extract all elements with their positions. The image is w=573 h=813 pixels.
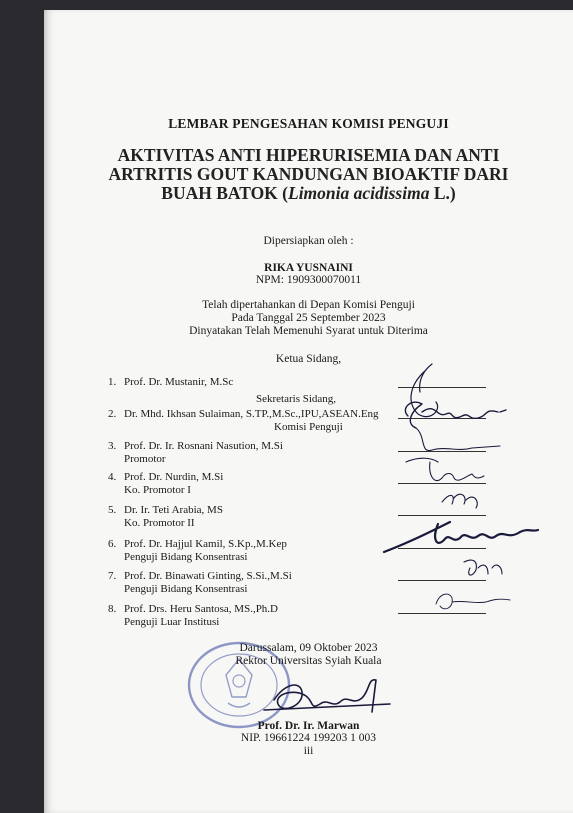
member-role: Penguji Bidang Konsentrasi: [124, 582, 248, 595]
member-number: 7.: [108, 570, 117, 582]
member-role: Penguji Bidang Konsentrasi: [124, 550, 248, 563]
member-role: Ko. Promotor II: [124, 516, 195, 529]
member-role: Promotor: [124, 452, 166, 465]
member-name: Prof. Dr. Mustanir, M.Sc: [124, 376, 234, 388]
title-line-1: AKTIVITAS ANTI HIPERURISEMIA DAN ANTI: [117, 145, 500, 165]
title-line-3-suffix: L.): [429, 183, 456, 203]
defense-line-1: Telah dipertahankan di Depan Komisi Penguji: [202, 299, 415, 311]
signature-5: [442, 494, 477, 508]
member-number: 3.: [108, 440, 117, 452]
member-name: Prof. Drs. Heru Santosa, MS.,Ph.D: [124, 603, 278, 615]
page-heading: LEMBAR PENGESAHAN KOMISI PENGUJI: [168, 116, 449, 131]
committee-member-8: [108, 603, 278, 628]
signature-7: [464, 560, 502, 575]
member-number: 5.: [108, 504, 117, 516]
member-name: Prof. Dr. Ir. Rosnani Nasution, M.Si: [124, 440, 283, 452]
committee-member-4: [108, 471, 223, 496]
secretary-label: Sekretaris Sidang,: [256, 393, 337, 405]
member-2-role: Komisi Penguji: [274, 421, 343, 433]
committee-member-6: [108, 538, 287, 563]
committee-member-2: [108, 408, 379, 421]
committee-member-1: [108, 376, 233, 389]
title-line-2: ARTRITIS GOUT KANDUNGAN BIOAKTIF DARI: [108, 164, 509, 184]
member-number: 4.: [108, 471, 117, 483]
chair-label: Ketua Sidang,: [275, 353, 342, 365]
title-line-3: [44, 184, 573, 203]
member-name: Dr. Mhd. Ikhsan Sulaiman, S.TP.,M.Sc.,IPU,ASEAN.Eng: [124, 408, 379, 420]
signature-3: [416, 428, 500, 451]
member-role: Penguji Luar Institusi: [124, 615, 220, 628]
rector-label: Rektor Universitas Syiah Kuala: [235, 655, 382, 667]
defense-statement: [44, 299, 573, 338]
thesis-title: [44, 146, 573, 203]
signature-6: [384, 522, 538, 552]
author-npm: NPM: 1909300070011: [255, 274, 362, 286]
member-name: Dr. Ir. Teti Arabia, MS: [124, 504, 223, 516]
member-name: Prof. Dr. Hajjul Kamil, S.Kp.,M.Kep: [124, 538, 287, 550]
member-name: Prof. Dr. Nurdin, M.Si: [124, 471, 224, 483]
committee-member-3: [108, 440, 283, 465]
committee-signatures: [380, 362, 570, 622]
member-number: 8.: [108, 603, 117, 615]
author-name: RIKA YUSNAINI: [264, 262, 353, 274]
title-species-name: Limonia acidissima: [288, 183, 430, 203]
signature-8: [436, 594, 510, 609]
member-number: 6.: [108, 538, 117, 550]
member-number: 1.: [108, 376, 117, 388]
defense-line-3: Dinyatakan Telah Memenuhi Syarat untuk Diterima: [189, 325, 428, 337]
document-page: [44, 10, 573, 813]
member-role: Ko. Promotor I: [124, 483, 191, 496]
prepared-by-label: Dipersiapkan oleh :: [263, 235, 354, 247]
rector-name: Prof. Dr. Ir. Marwan: [257, 720, 360, 732]
page-number: iii: [303, 745, 314, 757]
rector-nip: NIP. 19661224 199203 1 003: [240, 732, 377, 744]
signature-1: [411, 364, 438, 417]
signature-4: [406, 458, 484, 480]
member-name: Prof. Dr. Binawati Ginting, S.Si.,M.Si: [124, 570, 292, 582]
place-date: Darussalam, 09 Oktober 2023: [239, 642, 378, 654]
defense-line-2: Pada Tanggal 25 September 2023: [231, 312, 386, 324]
committee-member-7: [108, 570, 292, 595]
committee-member-5: [108, 504, 223, 529]
member-number: 2.: [108, 408, 117, 420]
title-line-3-prefix: BUAH BATOK (: [161, 183, 288, 203]
